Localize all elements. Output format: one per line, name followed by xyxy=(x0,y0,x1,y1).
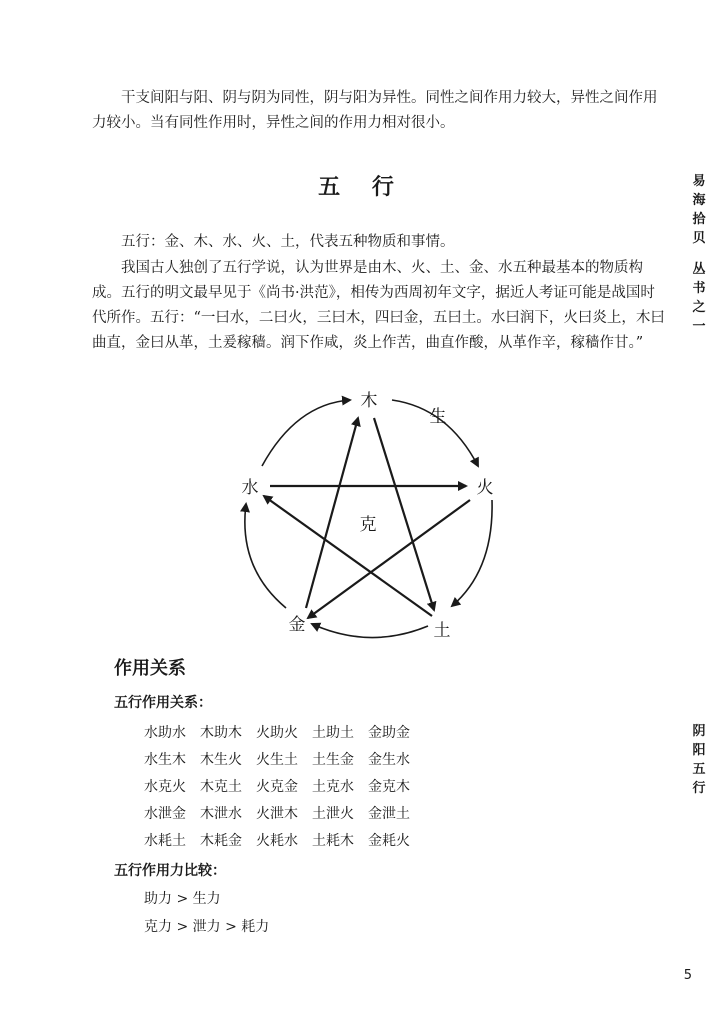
relation-cell: 金克木 xyxy=(368,779,410,795)
side-char: 一 xyxy=(692,319,706,334)
side-series-label xyxy=(688,172,710,336)
control-arrow-fire-metal xyxy=(308,500,470,618)
body-paragraph-1: 五行：金、木、水、火、土，代表五种物质和事情。 xyxy=(121,234,455,250)
relations-row xyxy=(144,776,424,803)
relation-cell: 金生水 xyxy=(368,752,410,768)
relation-cell: 水耗土 xyxy=(144,833,186,849)
relation-cell: 土生金 xyxy=(312,752,354,768)
body-paragraph-2: 我国古人独创了五行学说，认为世界是由木、火、土、金、水五种最基本的物质构成。五行的明文最早见于《尚书·洪范》，相传为西周初年文字，据近人考证可能是战国时代所作。五行：“一曰水，二曰火，三曰木，四曰金，五曰土。水曰润下，火曰炎上，木曰曲直，金曰从革，土爰稼穑。润下作咸，炎上作苦，曲直作酸，从革作辛，稼穑作甘。” xyxy=(92,260,665,351)
intro-paragraph: 干支间阳与阳、阴与阴为同性，阴与阳为异性。同性之间作用力较大，异性之间作用力较小。当有同性作用时，异性之间的作用力相对很小。 xyxy=(92,90,658,131)
relation-cell: 火助火 xyxy=(256,725,298,741)
relation-cell: 土助土 xyxy=(312,725,354,741)
side-char: 行 xyxy=(692,781,706,796)
generate-arc-fire-earth xyxy=(452,500,492,606)
side-char: 拾 xyxy=(692,212,706,227)
relations-row xyxy=(144,722,424,749)
generate-label: 生 xyxy=(429,407,447,427)
relation-cell: 水助水 xyxy=(144,725,186,741)
generate-arc-earth-metal xyxy=(312,624,428,638)
relation-cell: 木泄水 xyxy=(200,806,242,822)
node-fire: 火 xyxy=(476,478,494,498)
relations-table xyxy=(144,722,424,857)
generate-arc-water-wood xyxy=(262,400,350,466)
relation-cell: 木生火 xyxy=(200,752,242,768)
relations-heading: 作用关系 xyxy=(114,658,186,679)
side-char: 阴 xyxy=(692,724,706,739)
relations-row xyxy=(144,803,424,830)
five-elements-diagram xyxy=(0,380,724,650)
node-earth: 土 xyxy=(433,621,451,641)
relation-cell: 水克火 xyxy=(144,779,186,795)
side-char xyxy=(688,248,710,260)
relation-cell: 木耗金 xyxy=(200,833,242,849)
node-wood: 木 xyxy=(360,391,378,411)
side-char: 之 xyxy=(692,300,706,315)
relation-cell: 水泄金 xyxy=(144,806,186,822)
relation-cell: 土泄火 xyxy=(312,806,354,822)
side-char: 丛 xyxy=(692,262,706,277)
page-number: 5 xyxy=(683,968,692,983)
relation-cell: 金泄土 xyxy=(368,806,410,822)
relations-row xyxy=(144,830,424,857)
node-metal: 金 xyxy=(288,615,306,635)
side-char: 贝 xyxy=(692,231,706,246)
relation-cell: 木助木 xyxy=(200,725,242,741)
section-title: 五 行 xyxy=(318,174,406,200)
side-char: 书 xyxy=(692,281,706,296)
side-char: 易 xyxy=(692,174,706,189)
control-arrow-metal-wood xyxy=(306,418,358,608)
side-chapter-label xyxy=(688,722,710,798)
relation-cell: 火生土 xyxy=(256,752,298,768)
side-char: 阳 xyxy=(692,743,706,758)
comparison-line-1: 助力 > 生力 xyxy=(144,891,221,907)
comparison-line-2: 克力 > 泄力 > 耗力 xyxy=(144,919,270,935)
relations-subheading: 五行作用关系： xyxy=(114,695,212,711)
relation-cell: 土耗木 xyxy=(312,833,354,849)
side-char: 海 xyxy=(692,193,706,208)
control-label: 克 xyxy=(359,515,377,535)
relation-cell: 金耗火 xyxy=(368,833,410,849)
relation-cell: 水生木 xyxy=(144,752,186,768)
side-char: 五 xyxy=(692,762,706,777)
relation-cell: 土克水 xyxy=(312,779,354,795)
comparison-heading: 五行作用力比较： xyxy=(114,863,226,879)
relation-cell: 火克金 xyxy=(256,779,298,795)
relations-row xyxy=(144,749,424,776)
relation-cell: 火耗水 xyxy=(256,833,298,849)
node-water: 水 xyxy=(241,478,259,498)
relation-cell: 火泄木 xyxy=(256,806,298,822)
relation-cell: 金助金 xyxy=(368,725,410,741)
generate-arc-metal-water xyxy=(245,504,286,608)
relation-cell: 木克土 xyxy=(200,779,242,795)
control-arrow-earth-water xyxy=(264,496,432,616)
